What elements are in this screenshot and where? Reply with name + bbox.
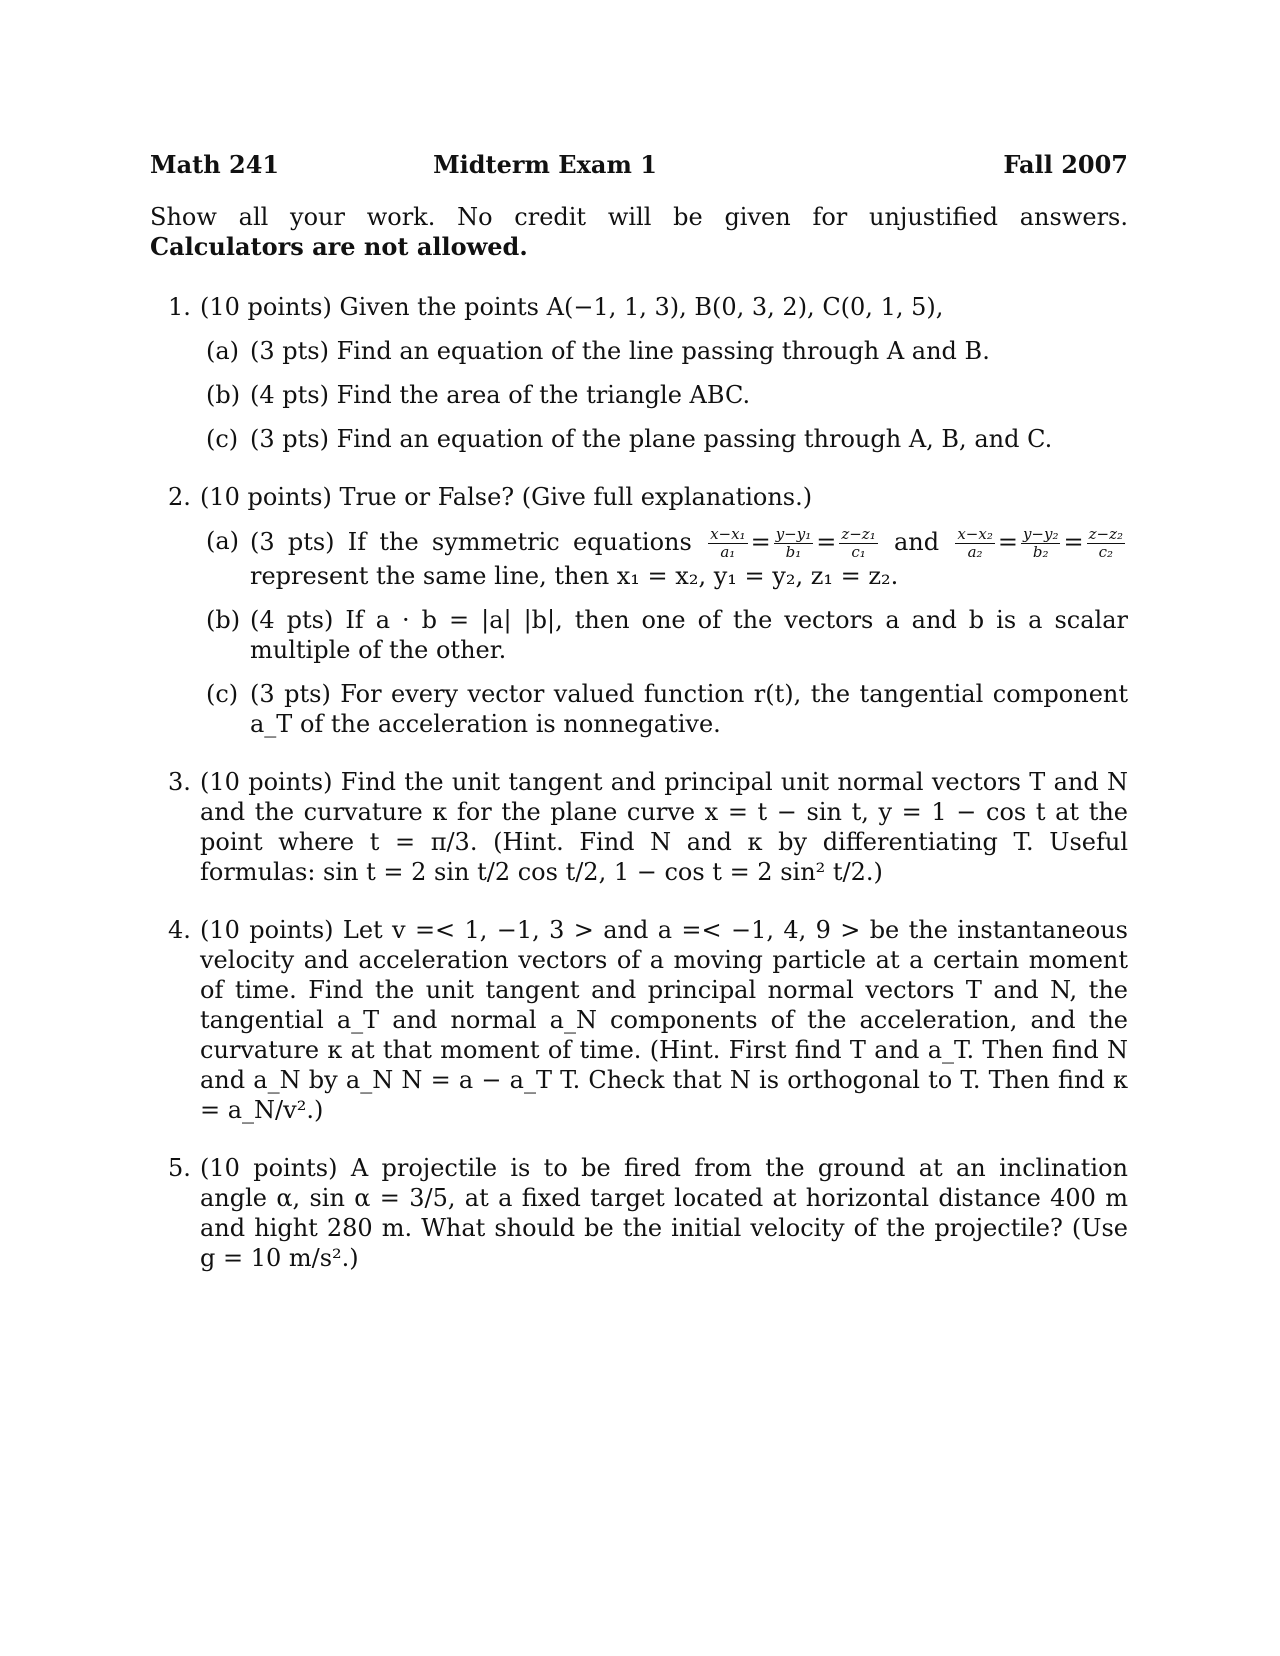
- problem-text: A projectile is to be fired from the ground at an inclination angle α, sin α = 3/5, at a fixed target located at horizontal distance 400 m and hight 280 m. What should be the initial velocity of the projectile? (Use g = 10 m/s².): [200, 1154, 1128, 1272]
- fraction-numerator: x−x₁: [710, 525, 746, 543]
- part-label: (a): [206, 527, 240, 555]
- part-item: [200, 679, 1128, 739]
- problem-number: 3.: [168, 768, 191, 796]
- part-item: [200, 336, 1128, 366]
- exam-term: Fall 2007: [1003, 150, 1128, 179]
- problem-number: 5.: [168, 1154, 191, 1182]
- part-text: (3 pts) Find an equation of the plane passing through A, B, and C.: [250, 425, 1053, 453]
- fraction: [774, 526, 814, 561]
- fraction-denominator: b₁: [785, 543, 802, 561]
- exam-title: Midterm Exam 1: [433, 150, 657, 179]
- fraction: [708, 526, 748, 561]
- problem-2: [150, 482, 1128, 739]
- part-list: [200, 526, 1128, 739]
- fraction-numerator: z−z₁: [841, 525, 876, 543]
- part-text: (3 pts) If the symmetric equations: [250, 528, 692, 556]
- problem-text: Find the unit tangent and principal unit normal vectors T and N and the curvature κ for the plane curve x = t − sin t, y = 1 − cos t at the point where t = π/3. (Hint. Find N and κ by differentiating T. Useful formulas: sin t = 2 sin t/2 cos t/2, 1 − cos t = 2 sin² t/2.): [200, 768, 1128, 886]
- problem-3: [150, 767, 1128, 887]
- part-text: (4 pts) Find the area of the triangle ABC.: [250, 381, 751, 409]
- part-item: [200, 605, 1128, 665]
- course-name: Math 241: [150, 150, 280, 179]
- instructions-bold: Calculators are not allowed.: [150, 232, 528, 261]
- part-label: (b): [206, 381, 241, 409]
- part-text: (3 pts) Find an equation of the line passing through A and B.: [250, 337, 990, 365]
- fraction-numerator: x−x₂: [957, 525, 993, 543]
- part-label: (a): [206, 337, 240, 365]
- part-label: (c): [206, 425, 239, 453]
- fraction: [1087, 526, 1125, 561]
- problem-points: (10 points): [200, 768, 333, 796]
- problem-4: [150, 915, 1128, 1125]
- fraction-denominator: c₁: [851, 543, 866, 561]
- fraction: [839, 526, 877, 561]
- part-text: (4 pts) If a · b = |a| |b|, then one of the vectors a and b is a scalar multiple of the other.: [250, 606, 1128, 664]
- problem-text: Let v =< 1, −1, 3 > and a =< −1, 4, 9 > be the instantaneous velocity and acceleration vectors of a moving particle at a certain moment of time. Find the unit tangent and principal normal vectors T and N, the tangential a_T and normal a_N components of the acceleration, and the curvature κ at that moment of time. (Hint. First find T and a_T. Then find N and a_N by a_N N = a − a_T T. Check that N is orthogonal to T. Then find κ = a_N/v².): [200, 916, 1128, 1124]
- problem-number: 1.: [168, 293, 191, 321]
- problem-points: (10 points): [200, 483, 332, 511]
- instructions-text: Show all your work. No credit will be given for unjustified answers.: [150, 203, 1128, 231]
- part-item: (a) (3 pts) If the symmetric equations $\frac{\text{x−x₁}}{\text{a₁}}$ = $\frac{\text{y−y₁}}{\text{b₁}}$ = $\frac{\text{z−z₁}}{\text{c₁}}$ and $\frac{\text{x−x₂}}{\text{a₂}}$ = $\frac{\text{y−y₂}}{\text{b₂}}$ = $\frac{\text{z−z₂}}{\text{c₂}}$ represent the same line, then x₁ = x₂, y₁ = y₂, z₁ = z₂.: [206, 525, 1123, 590]
- part-text-continued: represent the same line, then x₁ = x₂, y₁ = y₂, z₁ = z₂.: [250, 562, 899, 590]
- problem-points: (10 points): [200, 293, 332, 321]
- part-item: [200, 380, 1128, 410]
- part-text: (3 pts) For every vector valued function r(t), the tangential component a_T of the acceleration is nonnegative.: [250, 680, 1128, 738]
- fraction-denominator: a₁: [720, 543, 736, 561]
- fraction-denominator: a₂: [967, 543, 983, 561]
- fraction-numerator: y−y₁: [775, 525, 812, 543]
- part-label: (c): [206, 680, 239, 708]
- part-label: (b): [206, 606, 241, 634]
- problem-points: (10 points): [200, 916, 334, 944]
- problem-text: True or False? (Give full explanations.): [339, 483, 813, 511]
- part-item: [200, 424, 1128, 454]
- problem-text: Given the points A(−1, 1, 3), B(0, 3, 2), C(0, 1, 5),: [339, 293, 944, 321]
- part-connector: and: [893, 528, 940, 556]
- fraction-numerator: y−y₂: [1022, 525, 1059, 543]
- problem-points: (10 points): [200, 1154, 338, 1182]
- problem-number: 2.: [168, 483, 191, 511]
- exam-header: [150, 150, 1128, 184]
- instructions: [150, 202, 1128, 262]
- fraction-numerator: z−z₂: [1088, 525, 1123, 543]
- problem-5: [150, 1153, 1128, 1273]
- fraction: [1021, 526, 1061, 561]
- problem-list: [150, 292, 1128, 1301]
- problem-number: 4.: [168, 916, 191, 944]
- problem-1: [150, 292, 1128, 454]
- fraction: [955, 526, 995, 561]
- part-list: [200, 336, 1128, 454]
- fraction-denominator: c₂: [1098, 543, 1113, 561]
- fraction-denominator: b₂: [1032, 543, 1049, 561]
